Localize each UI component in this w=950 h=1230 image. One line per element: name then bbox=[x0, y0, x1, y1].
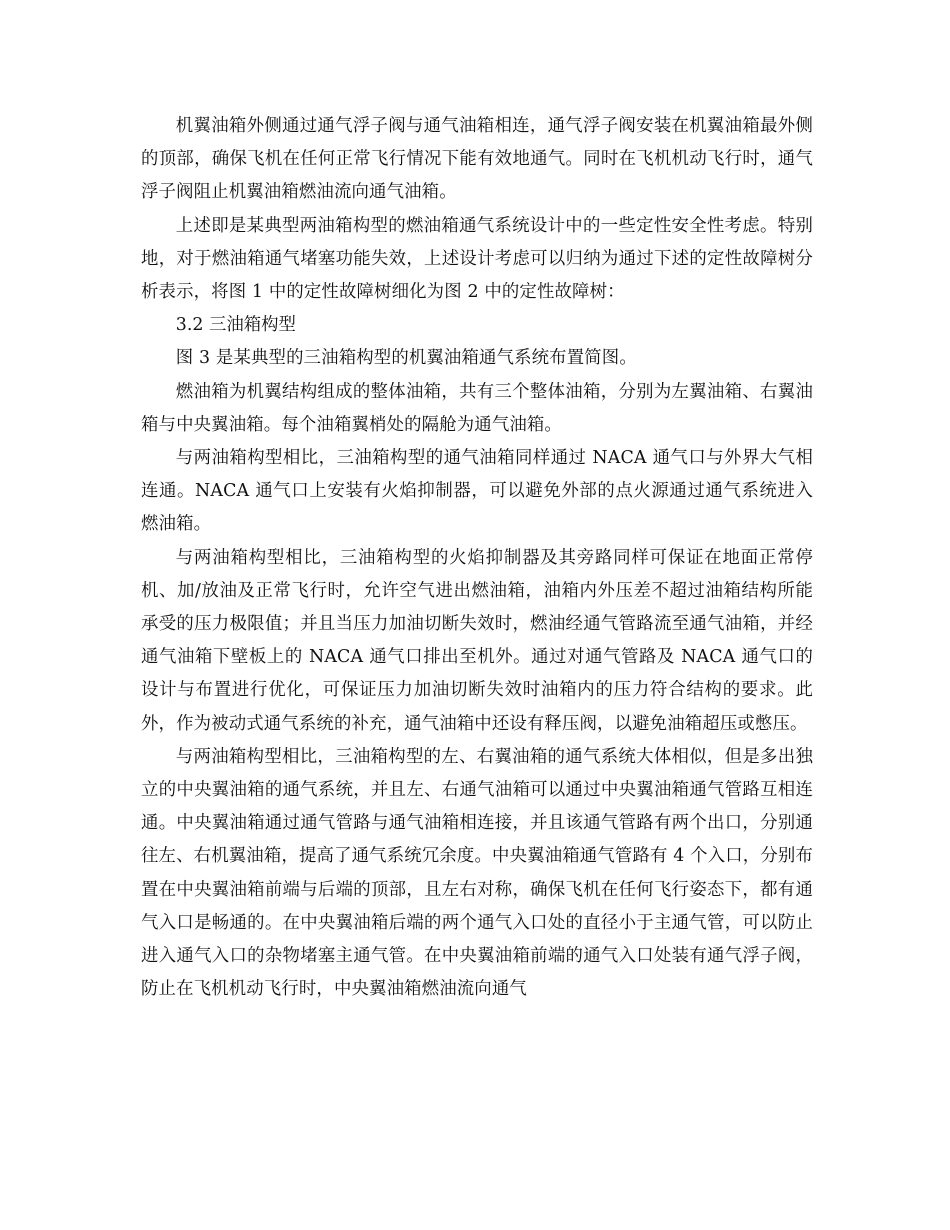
paragraph-flame-arrestor: 与两油箱构型相比，三油箱构型的火焰抑制器及其旁路同样可保证在地面正常停机、加/放油及正常飞行时，允许空气进出燃油箱，油箱内外压差不超过油箱结构所能承受的压力极限值；并且当压力加油切断失效时，燃油经通气管路流至通气油箱，并经通气油箱下壁板上的 NACA 通气口排出至机外。通过对通气管路及 NACA 通气口的设计与布置进行优化，可保证压力加油切断失效时油箱内的压力符合结构的要求。此外，作为被动式通气系统的补充，通气油箱中还设有释压阀，以避免油箱超压或憋压。 bbox=[141, 547, 813, 734]
paragraph-two-tank-safety-summary: 上述即是某典型两油箱构型的燃油箱通气系统设计中的一些定性安全性考虑。特别地，对于燃油箱通气堵塞功能失效，上述设计考虑可以归纳为通过下述的定性故障树分析表示，将图 1 中的定性故障树细化为图 2 中的定性故障树： bbox=[141, 215, 813, 303]
section-heading-three-tank: 3.2 三油箱构型 bbox=[175, 315, 296, 336]
paragraph-wing-tank-float-valve: 机翼油箱外侧通过通气浮子阀与通气油箱相连，通气浮子阀安装在机翼油箱最外侧的顶部，确保飞机在任何正常飞行情况下能有效地通气。同时在飞机机动飞行时，通气浮子阀阻止机翼油箱燃油流向通气油箱。 bbox=[141, 116, 813, 203]
paragraph-naca-vent: 与两油箱构型相比，三油箱构型的通气油箱同样通过 NACA 通气口与外界大气相连通。NACA 通气口上安装有火焰抑制器，可以避免外部的点火源通过通气系统进入燃油箱。 bbox=[141, 448, 813, 535]
paragraph-center-tank-vent: 与两油箱构型相比，三油箱构型的左、右翼油箱的通气系统大体相似，但是多出独立的中央翼油箱的通气系统，并且左、右通气油箱可以通过中央翼油箱通气管路互相连通。中央翼油箱通过通气管路与通气油箱相连接，并且该通气管路有两个出口，分别通往左、右机翼油箱，提高了通气系统冗余度。中央翼油箱通气管路有 4 个入口，分别布置在中央翼油箱前端与后端的顶部，且左右对称，确保飞机在任何飞行姿态下，都有通气入口是畅通的。在中央翼油箱后端的两个通气入口处的直径小于主通气管，可以防止进入通气入口的杂物堵塞主通气管。在中央翼油箱前端的通气入口处装有通气浮子阀，防止在飞机机动飞行时，中央翼油箱燃油流向通气 bbox=[141, 746, 813, 1000]
paragraph-tank-composition: 燃油箱为机翼结构组成的整体油箱，共有三个整体油箱，分别为左翼油箱、右翼油箱与中央翼油箱。每个油箱翼梢处的隔舱为通气油箱。 bbox=[141, 381, 813, 435]
paragraph-figure3-intro: 图 3 是某典型的三油箱构型的机翼油箱通气系统布置简图。 bbox=[175, 348, 637, 369]
document-page bbox=[141, 110, 813, 1006]
